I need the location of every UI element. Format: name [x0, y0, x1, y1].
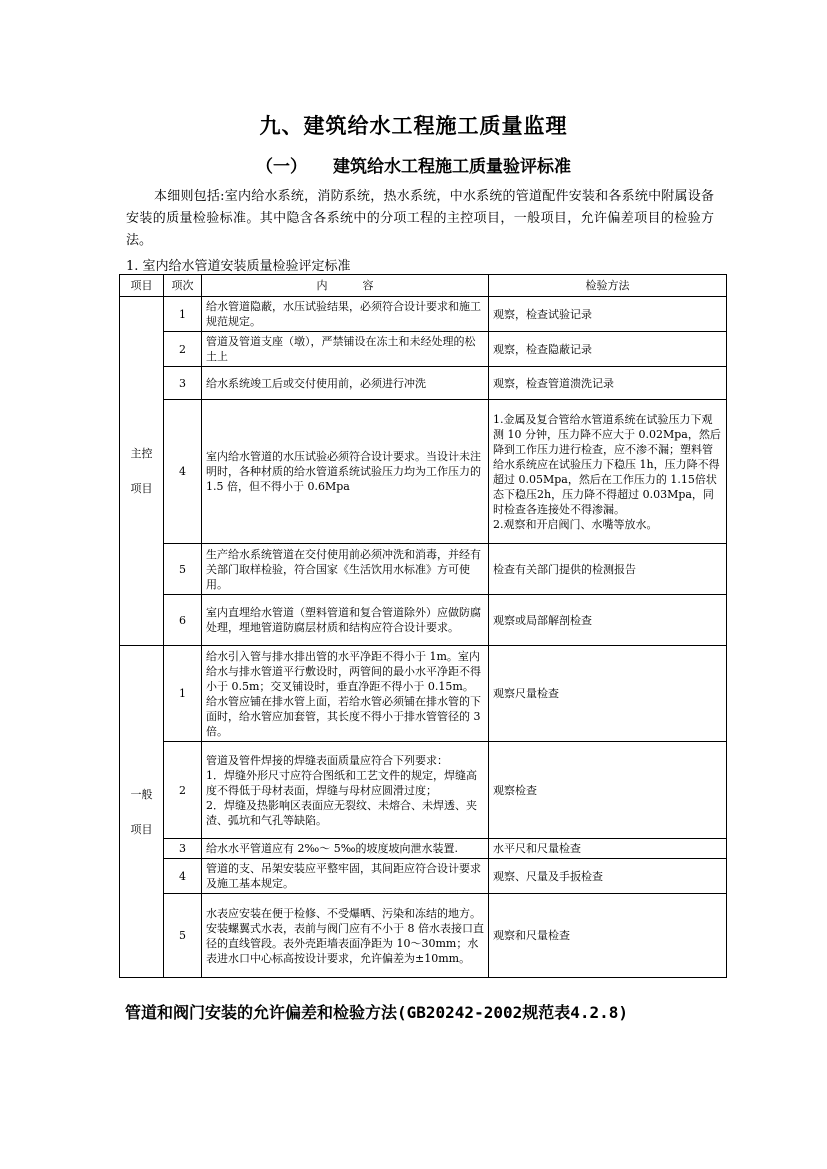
table-row	[120, 332, 727, 367]
row-content: 室内给水管道的水压试验必须符合设计要求。当设计未注明时，各种材质的给水管道系统试验压力均为工作压力的 1.5 倍，但不得小于 0.6Mpa	[202, 400, 489, 544]
table-row	[120, 367, 727, 400]
header-method: 检验方法	[489, 275, 727, 297]
row-method: 1.金属及复合管给水管道系统在试验压力下观测 10 分钟，压力降不应大于 0.02Mpa，然后降到工作压力进行检查，应不渗不漏；塑料管给水系统应在试验压力下稳压 1h，压力降不得超过 0.05Mpa，然后在工作压力的 1.15倍状态下稳压2h，压力降不得超过 0.03Mpa，同时检查各连接处不得渗漏。 2.观察和开启阀门、水嘴等放水。	[489, 400, 727, 544]
table-row	[120, 544, 727, 595]
row-content: 管道及管件焊接的焊缝表面质量应符合下列要求： 1．焊缝外形尺寸应符合图纸和工艺文件的规定，焊缝高度不得低于母材表面，焊缝与母材应圆滑过度； 2．焊缝及热影响区表面应无裂纹、未熔合、未焊透、夹渣、弧坑和气孔等缺陷。	[202, 742, 489, 839]
row-number: 2	[164, 742, 202, 839]
group-label-line1: 一般	[130, 787, 153, 801]
group-label-line1: 主控	[130, 447, 153, 460]
row-number: 2	[164, 332, 202, 367]
row-content: 水表应安装在便于检修、不受爆晒、污染和冻结的地方。安装螺翼式水表，表前与阀门应有不小于 8 倍水表接口直径的直线管段。表外壳距墙表面净距为 10～30mm；水表进水口中心标高按设计要求，允许偏差为±10mm。	[202, 894, 489, 978]
table-row	[120, 595, 727, 646]
row-number: 3	[164, 839, 202, 859]
table-row	[120, 400, 727, 544]
row-method: 观察，检查隐蔽记录	[489, 332, 727, 367]
page-title: 九、建筑给水工程施工质量监理	[259, 113, 568, 138]
table-row	[120, 297, 727, 332]
row-method: 观察，检查试验记录	[489, 297, 727, 332]
row-method: 观察和尺量检查	[489, 894, 727, 978]
header-item: 项目	[120, 275, 164, 297]
table-body	[120, 297, 727, 978]
row-method: 观察，检查管道溃洗记录	[489, 367, 727, 400]
row-number: 1	[164, 297, 202, 332]
group-label	[120, 297, 164, 646]
row-content: 给水水平管道应有 2‰～ 5‰的坡度坡向泄水装置.	[202, 839, 489, 859]
row-method: 观察或局部解剖检查	[489, 595, 727, 646]
row-content: 给水引入管与排水排出管的水平净距不得小于 1m。室内给水与排水管道平行敷设时，两管间的最小水平净距不得小于 0.5m；交叉铺设时，垂直净距不得小于 0.15m。给水管应铺在排水管上面，若给水管必须铺在排水管的下面时，给水管应加套管，其长度不得小于排水管管径的 3 倍。	[202, 646, 489, 742]
table-row	[120, 839, 727, 859]
subtitle-number: （一）	[256, 157, 307, 177]
row-method: 观察尺量检查	[489, 646, 727, 742]
table-row	[120, 859, 727, 894]
group-label-line2: 项目	[130, 482, 153, 495]
subtitle-text: 建筑给水工程施工质量验评标准	[333, 157, 571, 177]
inspection-standard-table	[119, 274, 727, 978]
row-content: 生产给水系统管道在交付使用前必须冲洗和消毒，并经有关部门取样检验，符合国家《生活饮用水标准》方可使用。	[202, 544, 489, 595]
row-method: 观察、尺量及手扳检查	[489, 859, 727, 894]
table-row	[120, 646, 727, 742]
row-number: 1	[164, 646, 202, 742]
row-content: 管道的支、吊架安装应平整牢固，其间距应符合设计要求及施工基本规定。	[202, 859, 489, 894]
row-number: 6	[164, 595, 202, 646]
table-caption: 1. 室内给水管道安装质量检验评定标准	[126, 259, 351, 274]
header-no: 项次	[164, 275, 202, 297]
table-header-row	[120, 275, 727, 297]
table-row	[120, 894, 727, 978]
row-number: 3	[164, 367, 202, 400]
header-content: 内 容	[202, 275, 489, 297]
row-content: 室内直埋给水管道（塑料管道和复合管道除外）应做防腐处理，埋地管道防腐层材质和结构应符合设计要求。	[202, 595, 489, 646]
row-number: 5	[164, 544, 202, 595]
row-number: 4	[164, 400, 202, 544]
row-content: 给水管道隐蔽，水压试验结果，必须符合设计要求和施工规范规定。	[202, 297, 489, 332]
group-label-line2: 项目	[130, 822, 153, 836]
table-row	[120, 742, 727, 839]
row-number: 4	[164, 859, 202, 894]
next-section-title: 管道和阀门安装的允许偏差和检验方法(GB20242-2002规范表4.2.8)	[125, 1003, 629, 1022]
group-label	[120, 646, 164, 978]
row-number: 5	[164, 894, 202, 978]
row-content: 给水系统竣工后或交付使用前，必须进行冲洗	[202, 367, 489, 400]
intro-paragraph: 本细则包括:室内给水系统，消防系统，热水系统，中水系统的管道配件安装和各系统中附属设备安装的质量检验标准。其中隐含各系统中的分项工程的主控项目，一般项目，允许偏差项目的检验方法。	[126, 189, 714, 248]
row-method: 水平尺和尺量检查	[489, 839, 727, 859]
row-method: 检查有关部门提供的检测报告	[489, 544, 727, 595]
row-method: 观察检查	[489, 742, 727, 839]
row-content: 管道及管道支座（墩），严禁铺设在冻土和未经处理的松土上	[202, 332, 489, 367]
section-subtitle	[0, 152, 827, 177]
